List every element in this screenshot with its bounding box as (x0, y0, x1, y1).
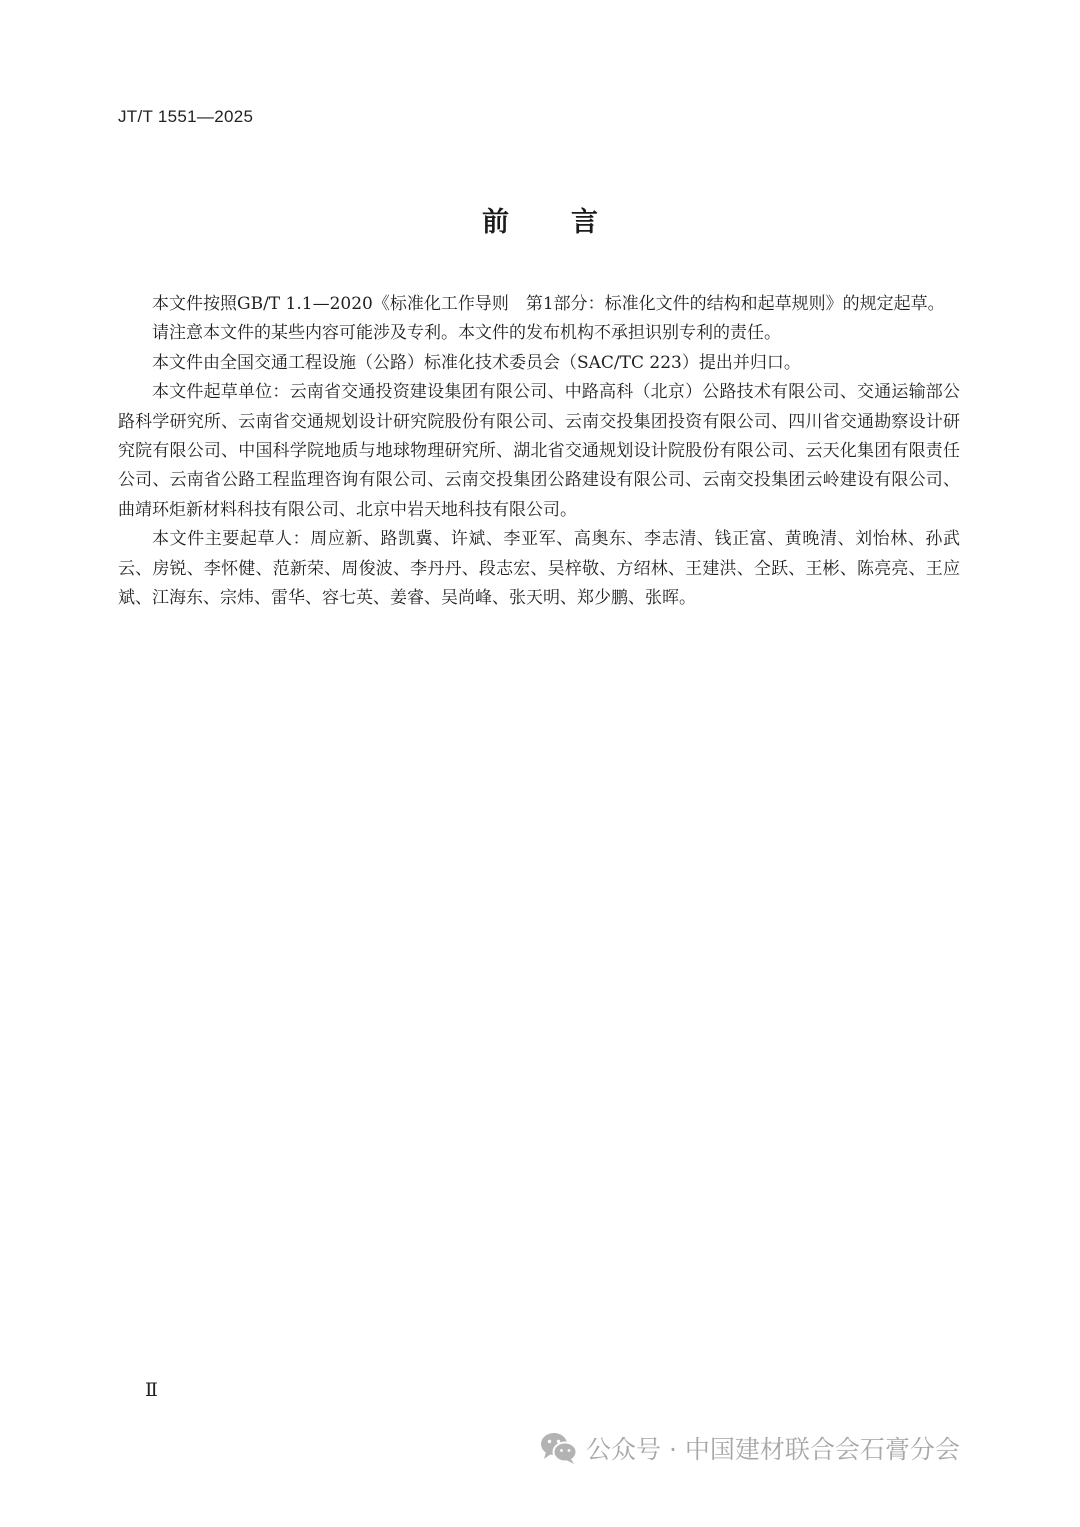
paragraph-patent-notice: 请注意本文件的某些内容可能涉及专利。本文件的发布机构不承担识别专利的责任。 (152, 323, 781, 344)
paragraph-drafting-rules: 本文件按照GB/T 1.1—2020《标准化工作导则 第1部分：标准化文件的结构和起草规则》的规定起草。 (152, 294, 945, 314)
wechat-icon (540, 1431, 578, 1465)
foreword-body (118, 290, 960, 613)
watermark (540, 1428, 960, 1468)
paragraph-committee: 本文件由全国交通工程设施（公路）标准化技术委员会（SAC/TC 223）提出并归口。 (152, 352, 801, 373)
paragraph-drafters: 本文件主要起草人：周应新、路凯冀、许斌、李亚军、高奥东、李志清、钱正富、黄晚清、刘怡林、孙武云、房锐、李怀健、范新荣、周俊波、李丹丹、段志宏、吴梓敬、方绍林、王建洪、仝跃、王彬、陈亮亮、王应斌、江海东、宗炜、雷华、容七英、姜睿、吴尚峰、张天明、郑少鹏、张晖。 (118, 529, 960, 609)
paragraph-drafting-units: 本文件起草单位：云南省交通投资建设集团有限公司、中路高科（北京）公路技术有限公司、交通运输部公路科学研究所、云南省交通规划设计研究院股份有限公司、云南交投集团投资有限公司、四川省交通勘察设计研究院有限公司、中国科学院地质与地球物理研究所、湖北省交通规划设计院股份有限公司、云天化集团有限责任公司、云南省公路工程监理咨询有限公司、云南交投集团公路建设有限公司、云南交投集团云岭建设有限公司、曲靖环炬新材料科技有限公司、北京中岩天地科技有限公司。 (118, 382, 960, 520)
standard-code: JT/T 1551—2025 (118, 107, 254, 126)
page-title: 前言 (482, 207, 660, 238)
page-number: Ⅱ (145, 1379, 158, 1401)
watermark-text: 公众号 · 中国建材联合会石膏分会 (586, 1435, 960, 1464)
